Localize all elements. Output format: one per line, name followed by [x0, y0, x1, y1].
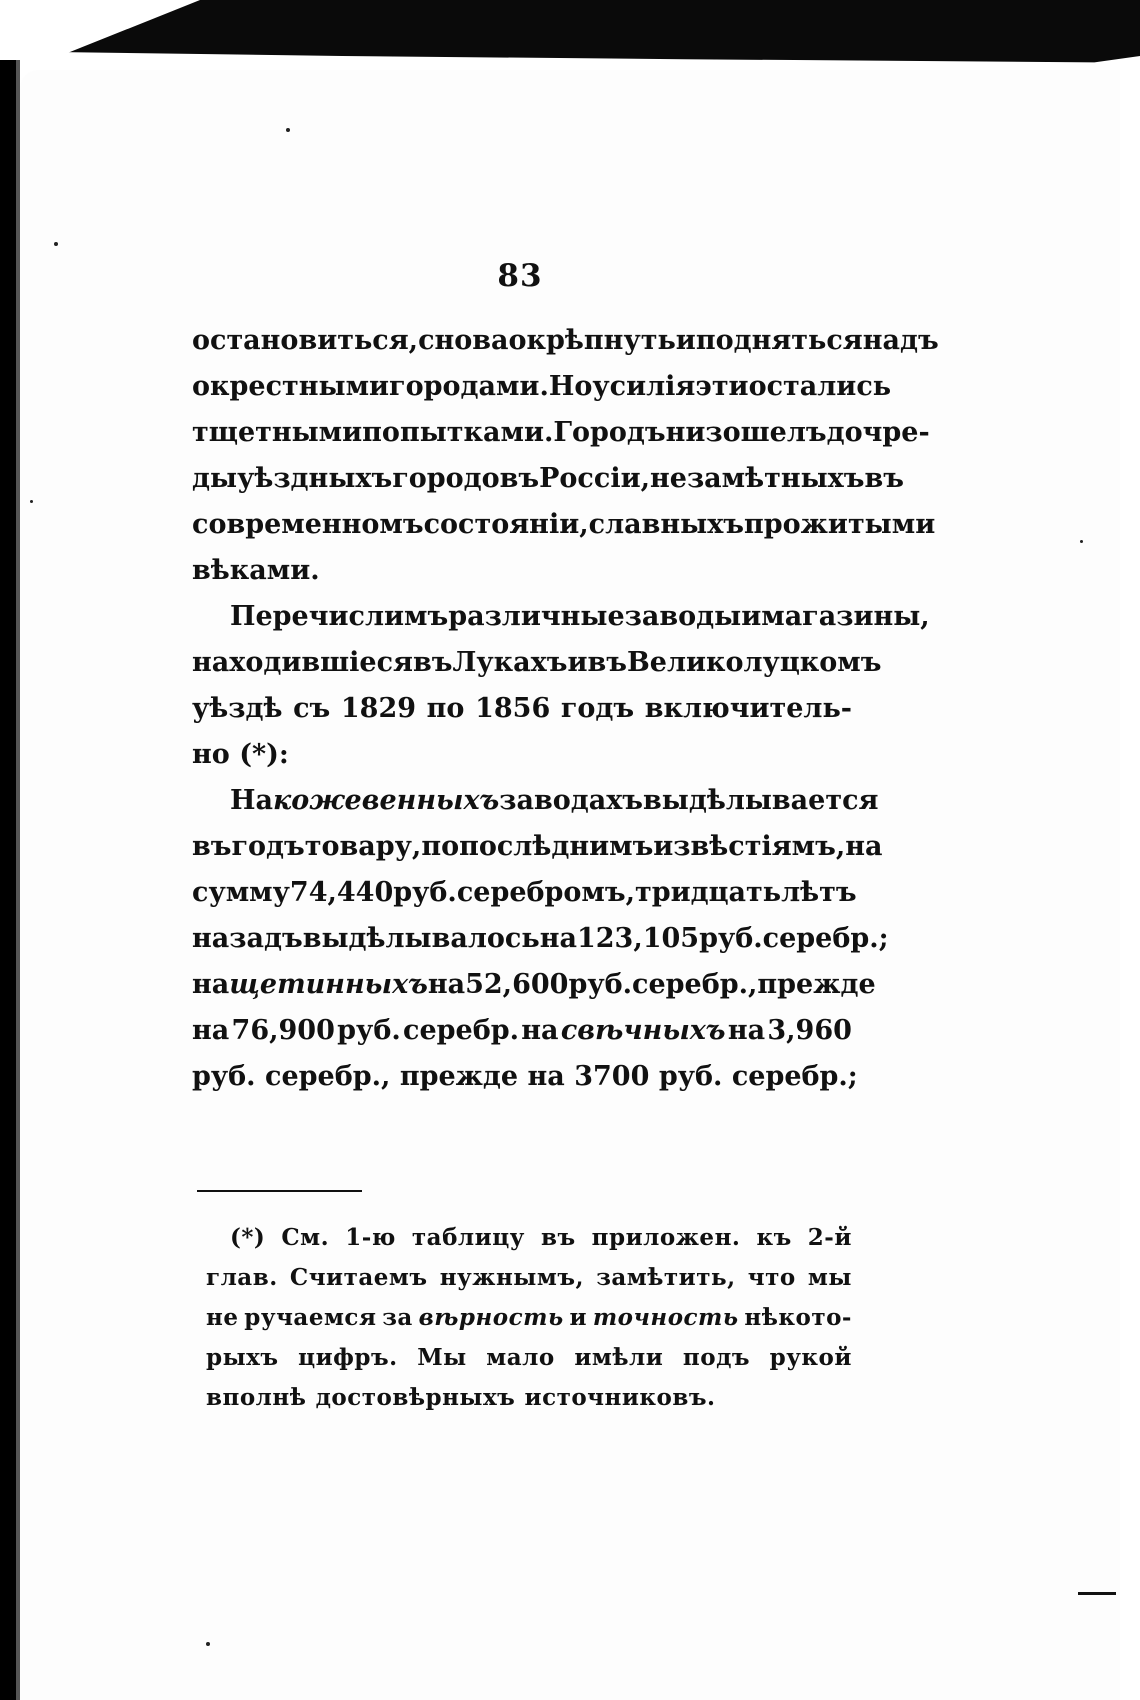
body-line — [192, 456, 904, 502]
body-word: остановиться, — [192, 325, 419, 356]
body-line — [192, 548, 852, 594]
body-word: 1856 — [475, 693, 551, 724]
dust-speck — [206, 1642, 210, 1646]
footnote-word: глав. — [206, 1264, 278, 1291]
page-number: 83 — [497, 258, 543, 294]
body-word: на — [192, 969, 230, 1000]
footnote-word: таблицу — [411, 1224, 525, 1251]
body-word: 74,440 — [289, 877, 394, 908]
body-word: на — [845, 831, 883, 862]
footnote-word: источниковъ. — [524, 1384, 716, 1411]
body-word: низошелъ — [665, 417, 827, 448]
body-line — [192, 410, 930, 456]
body-word: и — [675, 325, 696, 356]
body-word: вѣками. — [192, 555, 320, 586]
body-word: прожитыми — [744, 509, 936, 540]
body-word: попытками. — [362, 417, 554, 448]
footnote-word: мало — [486, 1344, 555, 1371]
body-word: Лукахъ — [452, 647, 568, 678]
body-word: выдѣлывается — [643, 785, 879, 816]
footnote-word: 2-й — [807, 1224, 852, 1251]
margin-dash — [1078, 1592, 1116, 1595]
body-word: извѣстіямъ, — [653, 831, 846, 862]
body-word: 3700 — [574, 1061, 650, 1092]
body-word: годъ — [560, 693, 635, 724]
body-word: на — [521, 1015, 559, 1046]
body-word: чре- — [862, 417, 930, 448]
body-word: различные — [448, 601, 625, 632]
body-word: на — [527, 1061, 565, 1092]
body-text — [192, 318, 939, 1100]
body-word: щетинныхъ — [229, 969, 428, 1000]
body-word: подняться — [695, 325, 863, 356]
body-word: и — [567, 647, 588, 678]
body-word: окрестными — [192, 371, 390, 402]
footnote-word: имѣли — [574, 1344, 664, 1371]
body-word: серебр., — [632, 969, 758, 1000]
body-word: 1829 — [340, 693, 417, 724]
footnote-word: къ — [756, 1224, 792, 1251]
body-line — [192, 870, 857, 916]
body-word: тщетными — [192, 417, 363, 448]
footnote-word: рукой — [769, 1344, 852, 1371]
body-word: Городъ — [553, 417, 666, 448]
body-word: ды — [192, 463, 238, 494]
body-word: серебр. — [403, 1015, 519, 1046]
body-word: руб. — [568, 969, 633, 1000]
body-word: прежде — [757, 969, 876, 1000]
body-line — [192, 640, 882, 686]
footnote-word: 1-ю — [345, 1224, 396, 1251]
footnote-word: вѣрность — [418, 1304, 564, 1331]
footnote-word: достовѣрныхъ — [315, 1384, 516, 1411]
body-word: съ — [293, 693, 331, 724]
footnote-word: цифръ. — [298, 1344, 398, 1371]
body-word: сумму — [192, 877, 290, 908]
body-word: назадъ — [192, 923, 303, 954]
footnote-word: замѣтить, — [596, 1264, 736, 1291]
body-word: въ — [412, 647, 453, 678]
footnote-word: Мы — [417, 1344, 467, 1371]
body-word: лѣтъ — [781, 877, 857, 908]
footnote-word: нужнымъ, — [439, 1264, 584, 1291]
body-word: кожевенныхъ — [273, 785, 500, 816]
body-word: славныхъ — [588, 509, 745, 540]
body-word: замѣтныхъ — [686, 463, 865, 494]
scanner-edge-left — [0, 60, 16, 1700]
body-word: руб. — [699, 923, 763, 954]
dust-speck — [30, 500, 33, 503]
body-line — [192, 502, 936, 548]
footnote-word: вполнѣ — [206, 1384, 307, 1411]
body-word: руб. — [658, 1061, 723, 1092]
body-word: серебр., — [265, 1061, 391, 1092]
footnote-word: въ — [540, 1224, 576, 1251]
footnote-word: (*) — [230, 1224, 266, 1251]
footnote-line — [206, 1298, 852, 1338]
body-word: но — [192, 739, 230, 770]
body-word: на — [192, 1015, 230, 1046]
body-word: на — [727, 1015, 766, 1046]
footnote-word: за — [382, 1304, 413, 1331]
body-word: 52,600 — [465, 969, 569, 1000]
body-line — [192, 962, 876, 1008]
footnote-word: точность — [592, 1304, 739, 1331]
footnote-word: что — [747, 1264, 796, 1291]
body-word: Великолуцкомъ — [626, 647, 882, 678]
body-word: свѣчныхъ — [560, 1015, 726, 1046]
body-word: на — [427, 969, 466, 1000]
body-word: уѣздѣ — [192, 693, 283, 724]
body-word: до — [826, 417, 863, 448]
footnote-word: приложен. — [591, 1224, 741, 1251]
footnote-word: рыхъ — [206, 1344, 279, 1371]
body-word: городовъ — [392, 463, 540, 494]
body-word: снова — [418, 325, 509, 356]
footnote-word: не — [206, 1304, 239, 1331]
body-word: заводахъ — [499, 785, 644, 816]
body-word: въ — [192, 831, 232, 862]
footnote-word: мы — [807, 1264, 852, 1291]
body-line — [192, 732, 852, 778]
body-word: серебромъ, — [456, 877, 635, 908]
body-word: находившіеся — [192, 647, 413, 678]
footnote-word: См. — [281, 1224, 330, 1251]
body-word: тридцать — [634, 877, 782, 908]
body-word: не — [650, 463, 687, 494]
body-word: состояніи, — [423, 509, 589, 540]
body-word: по — [426, 693, 465, 724]
body-word: въ — [864, 463, 904, 494]
body-word: серебр.; — [731, 1061, 858, 1092]
body-line — [192, 1054, 858, 1100]
body-line — [192, 778, 879, 824]
body-word: На — [230, 785, 274, 816]
body-word: Но — [548, 371, 593, 402]
body-line — [192, 916, 889, 962]
body-word: серебр.; — [762, 923, 889, 954]
body-word: современномъ — [192, 509, 424, 540]
body-word: годъ — [231, 831, 305, 862]
footnote-separator — [197, 1190, 362, 1192]
body-word: усилія — [592, 371, 696, 402]
body-word: прежде — [399, 1061, 519, 1092]
dust-speck — [54, 242, 58, 246]
body-word: надъ — [862, 325, 939, 356]
body-word: Перечислимъ — [230, 601, 449, 632]
footnote-word: ручаемся — [244, 1304, 377, 1331]
footnote-word: подъ — [682, 1344, 751, 1371]
footnote-line — [206, 1218, 852, 1258]
footnote-line — [206, 1378, 852, 1418]
body-line — [192, 1008, 852, 1054]
body-word: включитель- — [644, 693, 852, 724]
body-word: Россіи, — [539, 463, 650, 494]
footnote-word: нѣкото- — [744, 1304, 852, 1331]
dust-speck — [286, 128, 290, 132]
body-word: уѣздныхъ — [237, 463, 393, 494]
body-word: городами. — [389, 371, 549, 402]
body-line — [192, 594, 930, 640]
body-word: товару, — [304, 831, 422, 862]
body-word: 3,960 — [767, 1015, 852, 1046]
body-word: и — [741, 601, 762, 632]
body-line — [192, 318, 939, 364]
body-word: магазины, — [761, 601, 930, 632]
scanner-shadow-top — [0, 0, 1140, 80]
body-word: окрѣпнуть — [508, 325, 676, 356]
footnote-line — [206, 1338, 852, 1378]
footnote — [206, 1218, 852, 1418]
body-word: руб. — [337, 1015, 401, 1046]
body-word: руб. — [393, 877, 457, 908]
body-word: 76,900 — [231, 1015, 335, 1046]
footnote-line — [206, 1258, 852, 1298]
body-word: въ — [587, 647, 627, 678]
dust-speck — [1080, 540, 1083, 543]
footnote-word: и — [569, 1304, 587, 1331]
body-line — [192, 824, 883, 870]
body-line — [192, 364, 892, 410]
body-word: заводы — [624, 601, 742, 632]
footnote-word: Считаемъ — [289, 1264, 428, 1291]
body-word: послѣднимъ — [459, 831, 654, 862]
body-word: (*): — [239, 739, 289, 770]
body-word: по — [421, 831, 460, 862]
body-line — [192, 686, 852, 732]
body-word: выдѣлывалось — [302, 923, 540, 954]
body-word: руб. — [192, 1061, 256, 1092]
body-word: на — [539, 923, 577, 954]
body-word: эти — [695, 371, 749, 402]
body-word: остались — [748, 371, 892, 402]
body-word: 123,105 — [576, 923, 700, 954]
